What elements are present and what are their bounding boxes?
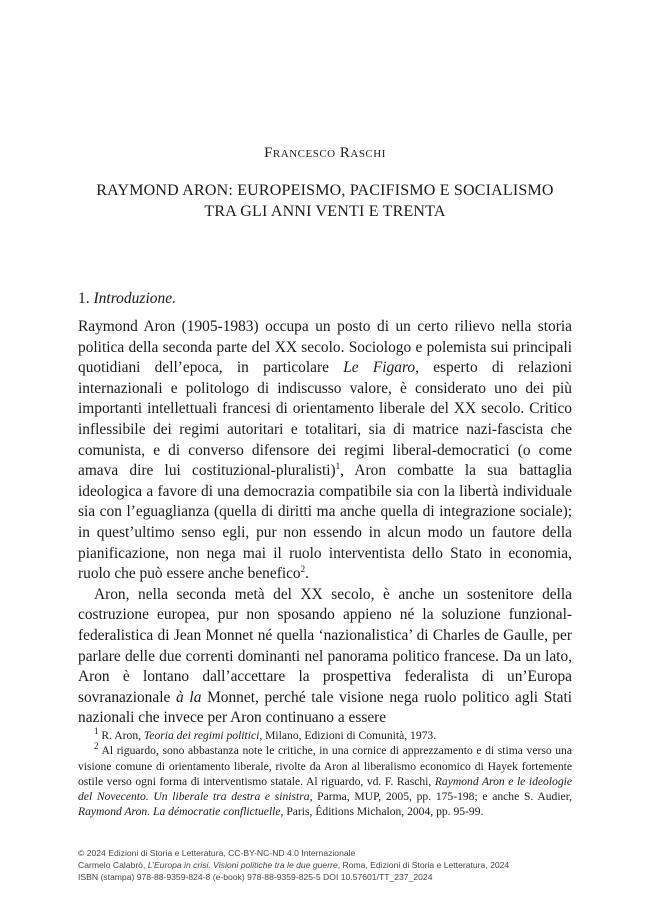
paragraph-1-text-c: , Aron combatte la sua battaglia ideologica a favore di una democrazia compatibile sia con la libertà individuale sia con l’eguaglianza (quella di diritti ma anche quella di integrazione sociale); in quest’ultimo senso egli, pur non essendo in alcun modo un fautore della pianificazione, non nega mai il ruolo interventista dello Stato in economia, ruolo che può essere anche benefico — [78, 462, 572, 583]
footnote-1-mark: 1 — [94, 726, 99, 737]
footnote-ref-2[interactable]: 2 — [300, 564, 306, 574]
footnote-2-mark: 2 — [94, 741, 99, 752]
newspaper-title: Le Figaro — [343, 359, 416, 377]
footnote-2-text-b: , Parma, MUP, 2005, pp. 175-198; e anche S. Audier, — [309, 790, 572, 804]
author-name: Francesco Raschi — [264, 145, 386, 161]
copyright-line: © 2024 Edizioni di Storia e Letteratura, CC-BY-NC-ND 4.0 Internazionale — [78, 848, 356, 858]
footnote-2 — [78, 743, 572, 819]
body-text — [78, 317, 572, 729]
footnote-2-book-1: Raymond Aron e le ideologie del Novecento. Un liberale tra destra e sinistra — [78, 774, 572, 804]
paragraph-1-text-b: , esperto di relazioni internazionali e politologo di indiscusso valore, è considerato uno dei più importanti intellettuali francesi di orientamento liberale del XX secolo. Critico inflessibile dei regimi autoritari e totalitari, sia di matrice nazi-fascista che comunista, e di converso difensore dei regimi liberal-democratici (o come amava dire lui costituzional-pluralisti) — [78, 359, 572, 480]
section-title: Introduzione. — [93, 290, 177, 307]
paragraph-2 — [78, 585, 572, 729]
title-line-2: TRA GLI ANNI VENTI E TRENTA — [204, 203, 446, 220]
footnote-2-text-c: , Paris, Éditions Michalon, 2004, pp. 95-99. — [280, 805, 484, 819]
paragraph-2-text-a: Aron, nella seconda metà del XX secolo, è anche un sostenitore della costruzione europea, pur non sposando appieno né la soluzione funzional-federalistica di Jean Monnet né quella ‘nazionalistica’ di Charles de Gaulle, per parlare delle due correnti dominanti nel panorama politico francese. Da un lato, Aron è lontano dall’accettare la prospettiva federalista di un’Europa sovranazionale — [78, 585, 572, 706]
footnote-1-text-b: , Milano, Edizioni di Comunità, 1973. — [259, 729, 437, 742]
article-title — [0, 180, 650, 222]
citation-book: L’Europa in crisi. Visioni politiche tra le due guerre — [147, 860, 338, 870]
footnote-2-text-a: Al riguardo, sono abbastanza note le critiche, in una cornice di apprezzamento e di stima verso una visione comune di orientamento liberale, rivolte da Aron al liberalismo economico di Hayek fortemente ostile verso ogni forma di interventismo statale. Al riguardo, vd. F. Raschi, — [78, 744, 572, 788]
citation-author: Carmelo Calabrò, — [78, 860, 148, 870]
italic-phrase: à la — [176, 688, 202, 706]
section-heading — [78, 290, 176, 308]
footnote-2-book-2: Raymond Aron. La démocratie conflictuelle — [78, 805, 281, 819]
citation-publisher: , Roma, Edizioni di Storia e Letteratura, 2024 — [337, 860, 510, 870]
footnotes — [78, 728, 572, 820]
citation-line — [78, 859, 572, 871]
footnote-1-book: Teoria dei regimi politici — [143, 729, 260, 742]
page-footer — [78, 847, 572, 883]
paragraph-1-text-d: . — [305, 565, 309, 583]
paragraph-2-text-b: Monnet, perché tale visione nega ruolo politico agli Stati nazionali che invece per Aron continuano a essere — [78, 688, 572, 727]
paragraph-1 — [78, 317, 572, 585]
section-number: 1. — [78, 290, 90, 307]
footnote-ref-1[interactable]: 1 — [335, 461, 341, 472]
footnote-1-text-a: R. Aron, — [101, 729, 144, 742]
title-line-1: RAYMOND ARON: EUROPEISMO, PACIFISMO E SOCIALISMO — [96, 182, 554, 199]
footnote-1 — [78, 728, 572, 743]
paragraph-1-text-a: Raymond Aron (1905-1983) occupa un posto di un certo rilievo nella storia politica della seconda parte del XX secolo. Sociologo e polemista sui principali quotidiani dell’epoca, in particolare — [78, 318, 572, 377]
isbn-doi-line: ISBN (stampa) 978-88-9359-824-8 (e-book) 978-88-9359-825-5 DOI 10.57601/TT_237_2024 — [78, 872, 433, 882]
